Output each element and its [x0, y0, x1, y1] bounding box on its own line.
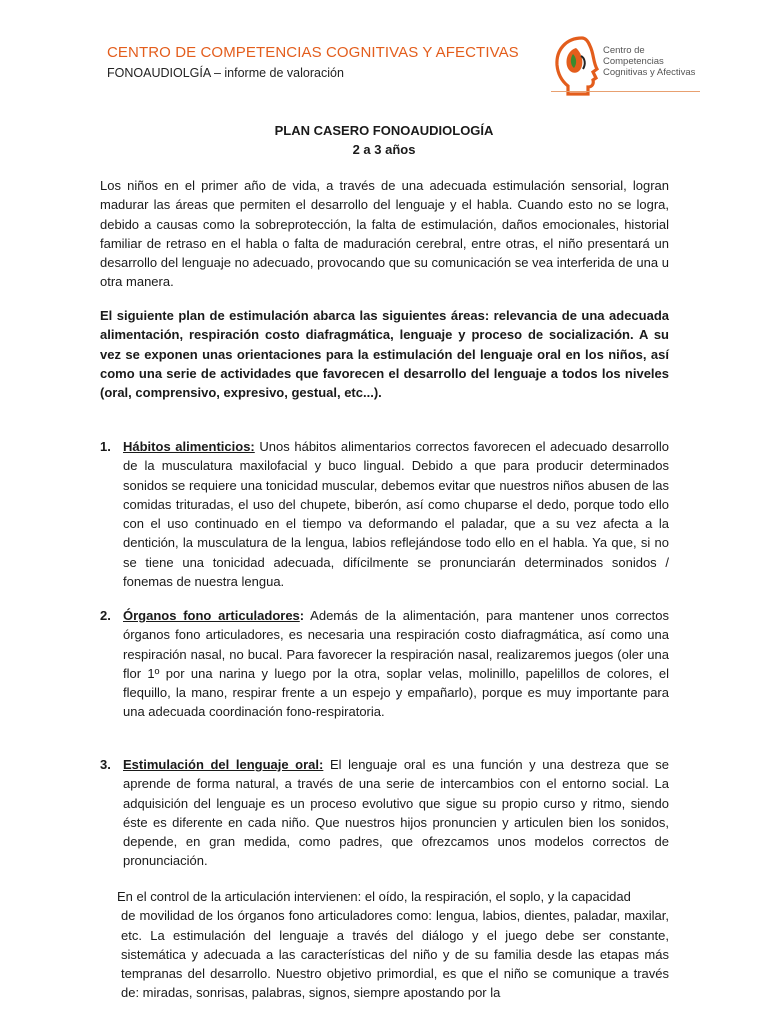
document-title-block	[0, 121, 768, 159]
section-number: 1.	[100, 439, 111, 454]
section-body: Además de la alimentación, para mantener unos correctos órganos fono articuladores, es necesaria una respiración costo diafragmática, así como una respiración nasal, no bucal. Para favorecer la respiración nasal, realizaremos juegos (oler una flor 1º por una narina y luego por la otra, soplar velas, molinillo, papelillos de colores, el flequillo, la mano, respirar frente a un espejo y empañarlo), porque es muy importante para una adecuada coordinación fono-respiratoria.	[123, 608, 669, 720]
closing-paragraph	[117, 887, 669, 1003]
document-header	[0, 0, 768, 120]
document-subtitle: 2 a 3 años	[352, 142, 416, 157]
closing-body: de movilidad de los órganos fono articuladores como: lengua, labios, dientes, paladar, maxilar, etc. La estimulación del lenguaje a través del diálogo y el juego debe ser constante, sistemática y adecuada a las características del niño y de su familia desde las etapas más tempranas del desarrollo. Nuestro objetivo primordial, es que el niño se comunique a través de: miradas, sonrisas, palabras, signos, siempre apostando por la	[121, 908, 669, 1001]
section-heading: Órganos fono articuladores	[123, 608, 300, 623]
head-profile-logo-icon	[552, 34, 602, 96]
logo-line-2: Competencias	[603, 56, 664, 67]
organization-logo	[552, 34, 702, 94]
section-heading: Estimulación del lenguaje oral:	[123, 757, 324, 772]
plan-summary-paragraph: El siguiente plan de estimulación abarca las siguientes áreas: relevancia de una adecuada alimentación, respiración costo diafragmática, lenguaje y proceso de socialización. A su vez se exponen unas orientaciones para la estimulación del lenguaje oral en los niños, así como una serie de actividades que favorecen el desarrollo del lenguaje a todos los niveles (oral, comprensivo, expresivo, gestual, etc...).	[100, 308, 669, 401]
section-number: 3.	[100, 757, 111, 772]
section-1	[100, 437, 669, 591]
section-heading: Hábitos alimenticios:	[123, 439, 255, 454]
logo-line-1: Centro de	[603, 45, 645, 56]
department-subtitle: FONOAUDIOLGÍA – informe de valoración	[107, 66, 344, 80]
section-heading-colon: :	[299, 608, 305, 623]
closing-first-line: En el control de la articulación intervienen: el oído, la respiración, el soplo, y la capacidad	[117, 889, 631, 904]
section-3	[100, 755, 669, 871]
document-title: PLAN CASERO FONOAUDIOLOGÍA	[274, 123, 494, 138]
section-body: Unos hábitos alimentarios correctos favorecen el adecuado desarrollo de la musculatura maxilofacial y buco lingual. Debido a que para producir determinados sonidos se requiere una tonicidad muscular, debemos evitar que nuestros niños abusen de las comidas trituradas, el uso del chupete, biberón, así como chuparse el dedo, porque todo ello con el uso continuado en el tiempo va deformando el paladar, que a su vez afecta a la dentición, la musculatura de la lengua, labios reflejándose todo ello en el habla. Ya que, si no se tiene una tonicidad adecuada, difícilmente se pronunciarán determinados sonidos / fonemas de nuestra lengua.	[123, 439, 669, 590]
intro-paragraph: Los niños en el primer año de vida, a través de una adecuada estimulación sensorial, logran madurar las áreas que permiten el desarrollo del lenguaje y el habla. Cuando esto no se logra, debido a causas como la sobreprotección, la falta de estimulación, daños emocionales, historial familiar de retraso en el habla o falta de maduración cerebral, entre otras, el niño presentará un desarrollo del lenguaje no adecuado, provocando que su comunicación se vea interferida de una u otra manera.	[100, 178, 669, 290]
logo-underline	[551, 91, 700, 92]
logo-line-3: Cognitivas y Afectivas	[603, 67, 696, 78]
section-number: 2.	[100, 608, 111, 623]
section-body: El lenguaje oral es una función y una destreza que se aprende de forma natural, a través de una serie de intercambios con el entorno social. La adquisición del lenguaje es un proceso evolutivo que sigue su propio curso y ritmo, siendo éste es diferente en cada niño. Que nuestros hijos pronuncien y articulen bien los sonidos, depende, en gran medida, como padres, que ofrezcamos unos modelos correctos de pronunciación.	[123, 757, 669, 869]
organization-name: CENTRO DE COMPETENCIAS COGNITIVAS Y AFECTIVAS	[107, 44, 519, 61]
section-2	[100, 606, 669, 722]
logo-text	[603, 45, 703, 78]
